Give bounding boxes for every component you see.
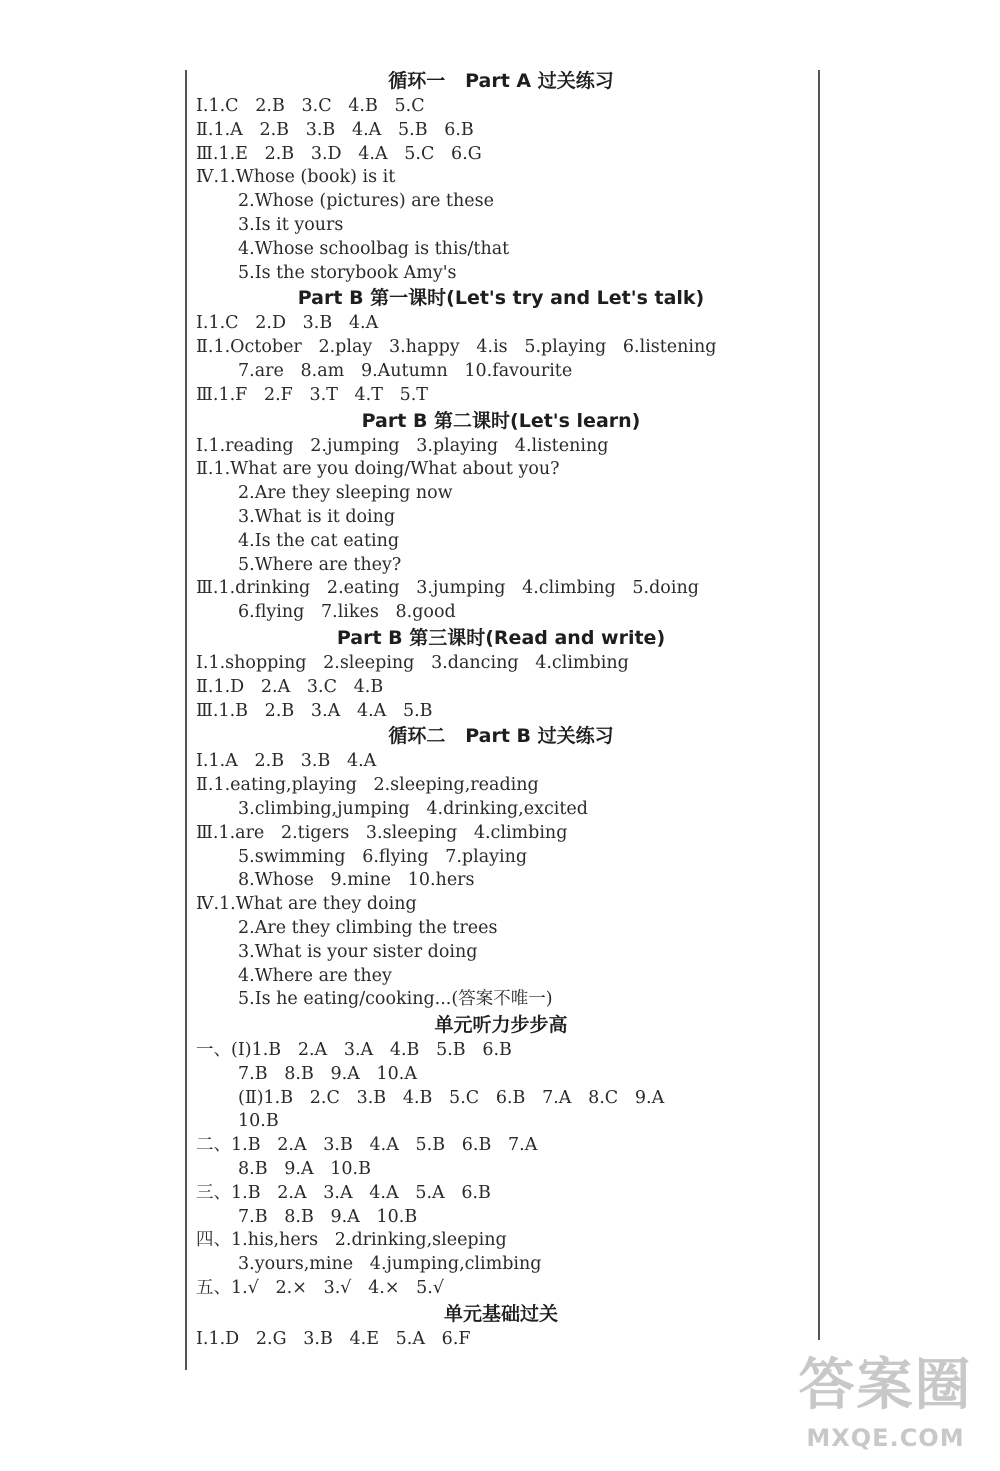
answer-line: 4.Is the cat eating — [238, 530, 400, 551]
answer-line: 8.Whose 9.mine 10.hers — [238, 870, 475, 891]
section-heading: 单元基础过关 — [443, 1302, 558, 1325]
section-heading: Part B 第一课时(Let's try and Let's talk) — [297, 287, 705, 310]
section-heading: 循环一 Part A 过关练习 — [388, 70, 614, 92]
answer-line: Ⅲ.1.are 2.tigers 3.sleeping 4.climbing — [196, 822, 568, 843]
answer-line: Ⅰ.1.D 2.G 3.B 4.E 5.A 6.F — [196, 1328, 471, 1349]
answer-line: Ⅲ.1.drinking 2.eating 3.jumping 4.climbing 5.doing — [196, 578, 699, 599]
answer-line: 3.climbing,jumping 4.drinking,excited — [238, 798, 588, 819]
answer-line: 10.B — [238, 1111, 279, 1132]
answer-line: 3.What is it doing — [238, 506, 396, 527]
answer-line: 8.B 9.A 10.B — [238, 1159, 371, 1180]
answer-line: 3.Is it yours — [238, 214, 344, 235]
answer-line: 2.Are they sleeping now — [238, 483, 453, 504]
answer-line: Ⅰ.1.C 2.B 3.C 4.B 5.C — [196, 96, 425, 116]
answer-line: Ⅰ.1.A 2.B 3.B 4.A — [196, 751, 377, 772]
answer-line: Ⅰ.1.C 2.D 3.B 4.A — [196, 313, 379, 334]
answer-line: Ⅱ.1.A 2.B 3.B 4.A 5.B 6.B — [196, 119, 474, 140]
answer-line: 7.are 8.am 9.Autumn 10.favourite — [238, 360, 573, 381]
answer-line: 2.Whose (pictures) are these — [238, 191, 494, 212]
answer-line: 三、1.B 2.A 3.A 4.A 5.A 6.B — [196, 1182, 491, 1203]
answer-line: Ⅳ.1.What are they doing — [196, 894, 417, 915]
answer-line: 4.Whose schoolbag is this/that — [238, 238, 510, 259]
section-heading: 单元听力步步高 — [434, 1014, 568, 1037]
answer-line: 5.Is the storybook Amy's — [238, 262, 457, 283]
answer-line: 5.Is he eating/cooking...(答案不唯一) — [238, 989, 553, 1010]
section-heading: 循环二 Part B 过关练习 — [388, 725, 614, 748]
answer-line: Ⅰ.1.shopping 2.sleeping 3.dancing 4.climbing — [196, 652, 629, 673]
answer-line: 7.B 8.B 9.A 10.B — [238, 1206, 418, 1227]
answer-line: 五、1.√ 2.× 3.√ 4.× 5.√ — [196, 1278, 445, 1299]
right-column-rule — [818, 70, 820, 1340]
answer-line: 二、1.B 2.A 3.B 4.A 5.B 6.B 7.A — [196, 1135, 538, 1156]
answer-line: Ⅱ.1.What are you doing/What about you? — [196, 459, 560, 480]
answer-line: Ⅱ.1.eating,playing 2.sleeping,reading — [196, 775, 539, 796]
answer-line: Ⅲ.1.B 2.B 3.A 4.A 5.B — [196, 700, 433, 721]
answer-line: 3.What is your sister doing — [238, 941, 478, 962]
answer-line: Ⅲ.1.E 2.B 3.D 4.A 5.C 6.G — [196, 143, 482, 164]
answer-line: Ⅱ.1.October 2.play 3.happy 4.is 5.playing 6.listening — [196, 337, 717, 358]
watermark-site: MXQE.COM — [806, 1424, 965, 1452]
section-heading: Part B 第三课时(Read and write) — [336, 626, 666, 649]
answer-line: 5.swimming 6.flying 7.playing — [238, 846, 528, 867]
answer-line: 6.flying 7.likes 8.good — [238, 602, 456, 623]
answer-line: Ⅱ.1.D 2.A 3.C 4.B — [196, 676, 384, 697]
answer-line: 7.B 8.B 9.A 10.A — [238, 1063, 417, 1084]
watermark-logo — [783, 1351, 988, 1463]
answer-line: 一、(Ⅰ)1.B 2.A 3.A 4.B 5.B 6.B — [196, 1040, 512, 1061]
answer-line: 3.yours,mine 4.jumping,climbing — [238, 1254, 542, 1275]
answer-line: Ⅰ.1.reading 2.jumping 3.playing 4.listening — [196, 435, 609, 456]
answer-line: 4.Where are they — [238, 965, 392, 986]
section-heading: Part B 第二课时(Let's learn) — [361, 409, 641, 432]
answer-column — [196, 68, 806, 1352]
answer-line: 5.Where are they? — [238, 554, 402, 575]
left-column-rule — [185, 70, 187, 1370]
watermark-brand: 答案圈 — [798, 1353, 973, 1418]
answer-line: (Ⅱ)1.B 2.C 3.B 4.B 5.C 6.B 7.A 8.C 9.A — [238, 1087, 665, 1108]
answer-line: 2.Are they climbing the trees — [238, 917, 498, 938]
answer-line: 四、1.his,hers 2.drinking,sleeping — [196, 1230, 507, 1251]
answer-line: Ⅳ.1.Whose (book) is it — [196, 167, 396, 188]
answer-line: Ⅲ.1.F 2.F 3.T 4.T 5.T — [196, 384, 428, 405]
